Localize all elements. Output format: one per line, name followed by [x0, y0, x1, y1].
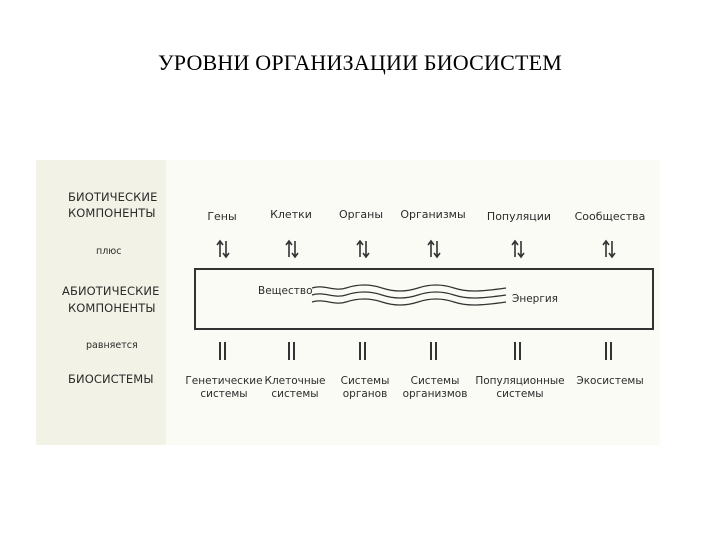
- equals-bars-icon: [513, 342, 523, 362]
- page-title: УРОВНИ ОРГАНИЗАЦИИ БИОСИСТЕМ: [157, 50, 563, 75]
- abiotic-label-line2: КОМПОНЕНТЫ: [68, 301, 156, 315]
- equals-bars-icon: [218, 342, 228, 362]
- up-down-arrows-icon: [216, 240, 230, 258]
- equals-bars-icon: [429, 342, 439, 362]
- column-top-organisms: Организмы: [400, 208, 466, 221]
- bottom-line1: Экосистемы: [576, 375, 644, 387]
- up-down-arrows-icon: [511, 240, 525, 258]
- equals-label: равняется: [86, 340, 138, 351]
- column-top-populations: Популяции: [486, 210, 552, 223]
- bottom-line1: Клеточные: [264, 375, 326, 387]
- plus-label: плюс: [96, 246, 122, 257]
- bottom-line1: Системы: [410, 375, 460, 387]
- column-top-organs: Органы: [338, 208, 384, 221]
- equals-bars-icon: [604, 342, 614, 362]
- bottom-line1: Популяционные: [475, 375, 565, 387]
- bottom-line2: системы: [271, 388, 319, 400]
- bottom-line1: Системы: [340, 375, 390, 387]
- substance-energy-waves: [310, 280, 510, 310]
- bottom-line1: Генетические: [185, 375, 263, 387]
- column-top-cells: Клетки: [270, 208, 312, 221]
- biotic-label-line2: КОМПОНЕНТЫ: [68, 206, 156, 220]
- bottom-line2: организмов: [402, 388, 468, 400]
- equals-bars-icon: [358, 342, 368, 362]
- abiotic-label-line1: АБИОТИЧЕСКИЕ: [62, 284, 160, 298]
- up-down-arrows-icon: [285, 240, 299, 258]
- biosystems-label: БИОСИСТЕМЫ: [68, 372, 154, 386]
- column-bottom-ecosystems: [562, 375, 658, 388]
- bottom-line2: системы: [496, 388, 544, 400]
- energy-label: Энергия: [512, 293, 558, 305]
- bottom-line2: органов: [342, 388, 388, 400]
- column-bottom-population-systems: [472, 375, 568, 401]
- substance-label: Вещество: [258, 285, 313, 297]
- up-down-arrows-icon: [427, 240, 441, 258]
- column-top-communities: Сообщества: [574, 210, 646, 223]
- column-bottom-organism-systems: [387, 375, 483, 401]
- up-down-arrows-icon: [602, 240, 616, 258]
- biotic-label-line1: БИОТИЧЕСКИЕ: [68, 190, 158, 204]
- equals-bars-icon: [287, 342, 297, 362]
- column-top-genes: Гены: [207, 210, 237, 223]
- bottom-line2: системы: [200, 388, 248, 400]
- up-down-arrows-icon: [356, 240, 370, 258]
